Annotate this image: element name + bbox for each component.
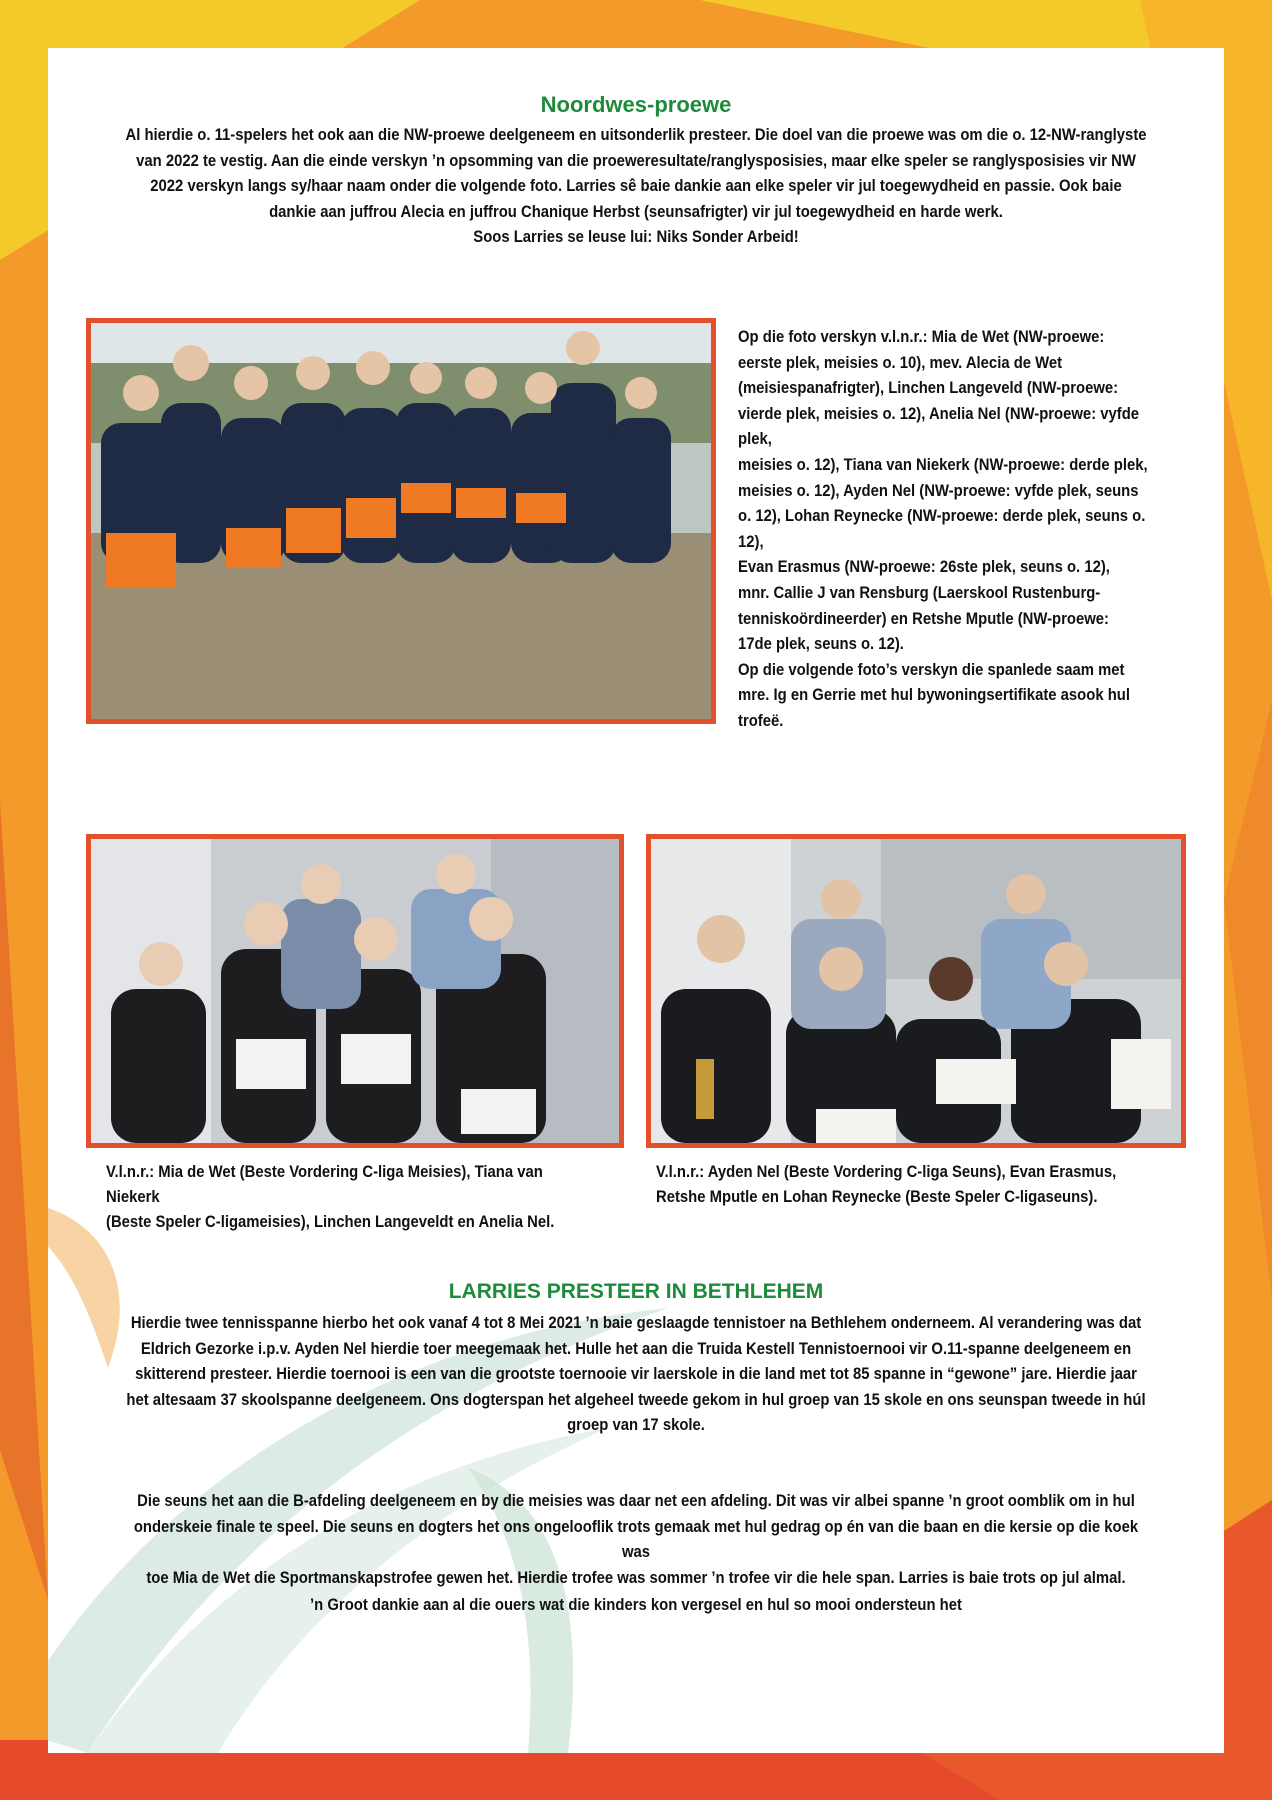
caption-line: (Beste Speler C-ligameisies), Linchen Langeveldt en Anelia Nel.: [106, 1213, 555, 1231]
caption-line: V.l.n.r.: Ayden Nel (Beste Vordering C-liga Seuns), Evan Erasmus,: [656, 1163, 1117, 1181]
page: [48, 48, 1224, 1753]
section-title-bethlehem: LARRIES PRESTEER IN BETHLEHEM: [448, 1280, 824, 1303]
bethlehem-paragraph-1: [125, 1311, 1147, 1439]
team-photo: [86, 318, 716, 724]
caption-line: tenniskoördineerder) en Retshe Mputle (NW-proewe:: [738, 609, 1109, 628]
paragraph-line: het altesaam 37 skoolspanne deelgeneem. Ons dogterspan het algeheel tweede gekom in hul groep van 15 skole en ons seunspan tweede in húl: [126, 1390, 1146, 1409]
caption-line: V.l.n.r.: Mia de Wet (Beste Vordering C-liga Meisies), Tiana van Niekerk: [106, 1163, 543, 1206]
bethlehem-paragraph-2: [125, 1489, 1147, 1591]
caption-line: mnr. Callie J van Rensburg (Laerskool Rustenburg-: [738, 583, 1101, 602]
caption-line: Op die foto verskyn v.l.n.r.: Mia de Wet (NW-proewe:: [738, 328, 1105, 346]
intro-paragraph: [125, 123, 1147, 251]
caption-line: eerste plek, meisies o. 10), mev. Alecia de Wet: [738, 353, 1063, 372]
boys-photo-caption: [656, 1160, 1124, 1210]
caption-line: meisies o. 12), Tiana van Niekerk (NW-proewe: derde plek,: [738, 455, 1148, 474]
caption-line: Op die volgende foto’s verskyn die spanlede saam met: [738, 660, 1125, 679]
thank-you-paragraph: ’n Groot dankie aan al die ouers wat die kinders kon vergesel en hul so mooi ondersteun het: [310, 1596, 962, 1614]
paragraph-line: toe Mia de Wet die Sportmanskapstrofee gewen het. Hierdie trofee was sommer ’n trofee vir die hele span. Larries is baie trots op jul almal.: [146, 1568, 1126, 1587]
paragraph-line: Hierdie twee tennisspanne hierbo het ook vanaf 4 tot 8 Mei 2021 ’n baie geslaagde tennistoer na Bethlehem onderneem. Al verandering was dat: [130, 1314, 1142, 1332]
caption-line: Retshe Mputle en Lohan Reynecke (Beste Speler C-ligaseuns).: [656, 1188, 1098, 1206]
caption-line: 17de plek, seuns o. 12).: [738, 635, 904, 654]
paragraph-line: onderskeie finale te speel. Die seuns en dogters het ons ongelooflik trots gemaak met hul gedrag op én van die baan en die kersie op die koek was: [133, 1517, 1139, 1561]
intro-line: dankie aan juffrou Alecia en juffrou Chanique Herbst (seunsafrigter) vir jul toegewydheid en harde werk.: [269, 202, 1003, 221]
paragraph-line: Die seuns het aan die B-afdeling deelgeneem en by die meisies was daar net een afdeling. Dit was vir albei spanne ’n groot oomblik om in hul: [137, 1492, 1135, 1510]
paragraph-line: skitterend presteer. Hierdie toernooi is een van die grootste toernooie vir laerskole in die land met tot 85 spanne in “gewone” jare. Hierdie jaar: [135, 1365, 1137, 1383]
caption-line: (meisiespanafrigter), Linchen Langeveld (NW-proewe:: [738, 379, 1119, 398]
team-photo-caption: [738, 325, 1161, 735]
caption-line: vierde plek, meisies o. 12), Anelia Nel (NW-proewe: vyfde plek,: [738, 404, 1140, 449]
boys-team-photo: [646, 834, 1186, 1148]
section-title-noordwes-proewe: Noordwes-proewe: [540, 92, 732, 117]
intro-line: Soos Larries se leuse lui: Niks Sonder Arbeid!: [473, 228, 799, 246]
caption-line: Evan Erasmus (NW-proewe: 26ste plek, seuns o. 12),: [738, 558, 1110, 577]
caption-line: trofeë.: [738, 711, 784, 730]
girls-photo-caption: [106, 1160, 592, 1235]
intro-line: 2022 verskyn langs sy/haar naam onder die volgende foto. Larries sê baie dankie aan elke speler vir jul toegewydheid en passie. Ook baie: [150, 177, 1122, 195]
caption-line: meisies o. 12), Ayden Nel (NW-proewe: vyfde plek, seuns: [738, 481, 1139, 500]
intro-line: Al hierdie o. 11-spelers het ook aan die NW-proewe deelgeneem en uitsonderlik presteer. Die doel van die proewe was om die o. 12-NW-ranglyste: [125, 126, 1147, 144]
caption-line: o. 12), Lohan Reynecke (NW-proewe: derde plek, seuns o. 12),: [738, 507, 1146, 551]
paragraph-line: groep van 17 skole.: [567, 1416, 705, 1434]
girls-team-photo: [86, 834, 624, 1148]
intro-line: van 2022 te vestig. Aan die einde verskyn ’n opsomming van die proeweresultate/ranglysposisies, maar elke speler se ranglysposisies vir NW: [136, 151, 1136, 170]
paragraph-line: Eldrich Gezorke i.p.v. Ayden Nel hierdie toer meegemaak het. Hulle het aan die Truida Kestell Tennistoernooi vir O.11-spanne deelgeneem en: [140, 1339, 1132, 1358]
caption-line: mre. Ig en Gerrie met hul bywoningsertifikate asook hul: [738, 686, 1130, 705]
